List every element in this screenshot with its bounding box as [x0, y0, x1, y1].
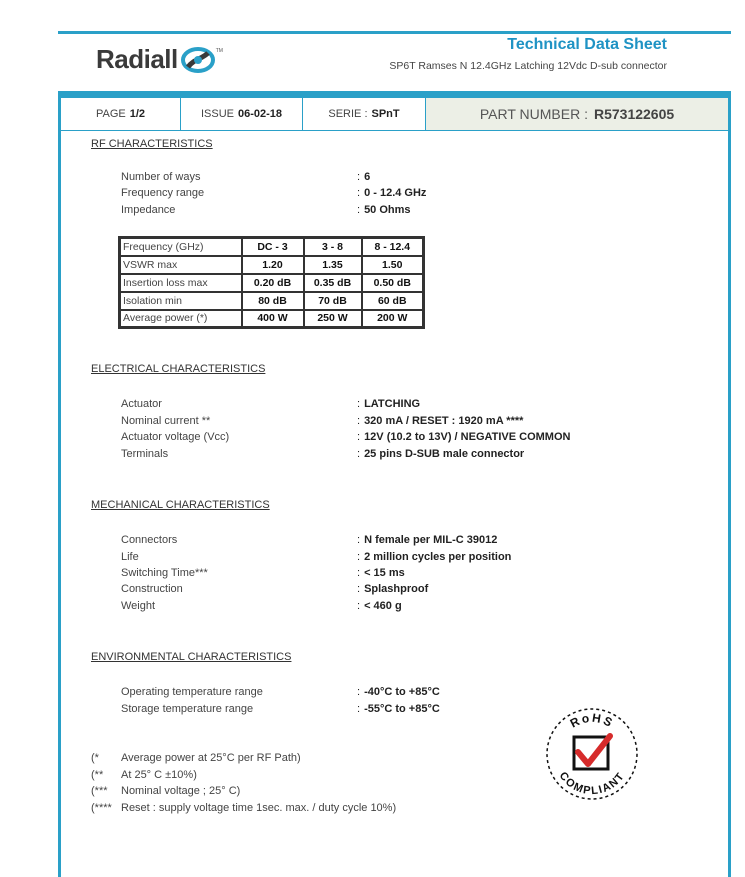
footnote-mark: (** [91, 769, 104, 781]
table-cell: 70 dB [304, 292, 362, 310]
spec-value: 2 million cycles per position [364, 551, 512, 563]
electrical-section-title: ELECTRICAL CHARACTERISTICS [91, 363, 266, 375]
spec-row: Switching Time*** : < 15 ms [121, 567, 405, 579]
page-label: PAGE [95, 108, 126, 120]
serie-label: SERIE : [328, 108, 368, 120]
serie-value: SPnT [371, 108, 400, 120]
spec-value: < 15 ms [364, 567, 405, 579]
spec-value: N female per MIL-C 39012 [364, 534, 498, 546]
issue-cell [181, 98, 303, 130]
spec-value: 50 Ohms [364, 204, 411, 216]
spec-row: Life : 2 million cycles per position [121, 551, 512, 563]
page-value: 1/2 [129, 108, 146, 120]
table-header-cell: Frequency (GHz) [120, 238, 242, 256]
spec-value: 320 mA / RESET : 1920 mA **** [364, 415, 524, 427]
table-cell: 1.50 [362, 256, 424, 274]
footnote-mark: (*** [91, 785, 108, 797]
svg-text:COMPLIANT [557, 770, 628, 797]
table-header-row [120, 238, 424, 256]
table-row [120, 256, 424, 274]
spec-value: -55°C to +85°C [364, 703, 440, 715]
table-row [120, 274, 424, 292]
footnote [91, 752, 491, 768]
table-cell: 400 W [242, 310, 304, 328]
table-row-label: VSWR max [120, 256, 242, 274]
spec-value: LATCHING [364, 398, 421, 410]
table-cell: 0.35 dB [304, 274, 362, 292]
part-number-cell [426, 98, 728, 130]
serie-cell [303, 98, 426, 130]
table-row [120, 292, 424, 310]
spec-value: Splashproof [364, 583, 429, 595]
logo-text: Radiall [96, 44, 178, 74]
footnote-text: At 25° C ±10%) [121, 769, 197, 781]
part-number-value: R573122605 [593, 106, 675, 122]
radiall-logo-icon [180, 45, 216, 75]
info-bar [61, 98, 728, 131]
footnote-text: Reset : supply voltage time 1sec. max. / duty cycle 10%) [121, 802, 397, 814]
table-row-label: Isolation min [120, 292, 242, 310]
rohs-compliant-icon [544, 706, 640, 802]
footnote [91, 785, 491, 801]
rohs-top-text: RoHS [567, 710, 617, 731]
svg-text:RoHS [568, 711, 616, 731]
document-title: Technical Data Sheet [507, 36, 667, 53]
footnote [91, 802, 491, 818]
spec-label: Actuator voltage (Vcc) [121, 431, 230, 443]
spec-value: 6 [364, 171, 371, 183]
spec-label: Life [121, 551, 139, 563]
table-cell: 0.50 dB [362, 274, 424, 292]
footnote-text: Nominal voltage ; 25° C) [121, 785, 241, 797]
spec-row: Storage temperature range : -55°C to +85°C [121, 703, 440, 715]
table-header-cell: 3 - 8 [304, 238, 362, 256]
spec-row: Connectors : N female per MIL-C 39012 [121, 534, 498, 546]
table-row [120, 310, 424, 328]
table-cell: 250 W [304, 310, 362, 328]
spec-row: Terminals : 25 pins D-SUB male connector [121, 448, 525, 460]
issue-label: ISSUE [200, 108, 234, 120]
spec-row: Frequency range : 0 - 12.4 GHz [121, 187, 427, 199]
spec-label: Actuator [121, 398, 162, 410]
document-subtitle: SP6T Ramses N 12.4GHz Latching 12Vdc D-sub connector [389, 60, 667, 72]
spec-label: Connectors [121, 534, 178, 546]
radiall-logo: Radiall TM [96, 44, 223, 74]
table-row-label: Insertion loss max [120, 274, 242, 292]
spec-value: 12V (10.2 to 13V) / NEGATIVE COMMON [364, 431, 571, 443]
spec-label: Frequency range [121, 187, 205, 199]
spec-row: Actuator voltage (Vcc) : 12V (10.2 to 13V) / NEGATIVE COMMON [121, 431, 571, 443]
table-cell: 1.20 [242, 256, 304, 274]
spec-value: 25 pins D-SUB male connector [364, 448, 525, 460]
footnote [91, 769, 491, 785]
spec-row: Impedance : 50 Ohms [121, 204, 411, 216]
table-cell: 1.35 [304, 256, 362, 274]
table-cell: 60 dB [362, 292, 424, 310]
spec-row: Number of ways : 6 [121, 171, 371, 183]
spec-label: Terminals [121, 448, 169, 460]
issue-value: 06-02-18 [237, 108, 283, 120]
spec-row: Operating temperature range : -40°C to +85°C [121, 686, 440, 698]
table-cell: 200 W [362, 310, 424, 328]
table-cell: 0.20 dB [242, 274, 304, 292]
footnote-mark: (**** [91, 802, 112, 814]
spec-label: Weight [121, 600, 156, 612]
spec-label: Construction [121, 583, 183, 595]
mechanical-section-title: MECHANICAL CHARACTERISTICS [91, 499, 270, 511]
spec-row: Actuator : LATCHING [121, 398, 421, 410]
spec-label: Storage temperature range [121, 703, 254, 715]
rohs-bottom-text: COMPLIANT [556, 769, 628, 798]
page-cell [61, 98, 181, 130]
table-header-cell: DC - 3 [242, 238, 304, 256]
table-header-cell: 8 - 12.4 [362, 238, 424, 256]
header-rule [58, 31, 731, 34]
spec-row: Weight : < 460 g [121, 600, 402, 612]
spec-row: Nominal current ** : 320 mA / RESET : 1920 mA **** [121, 415, 524, 427]
rf-performance-table [118, 236, 425, 329]
part-number-label: PART NUMBER : [479, 106, 588, 122]
spec-label: Operating temperature range [121, 686, 263, 698]
table-cell: 80 dB [242, 292, 304, 310]
spec-value: -40°C to +85°C [364, 686, 440, 698]
footnote-mark: (* [91, 752, 99, 764]
environmental-section-title: ENVIRONMENTAL CHARACTERISTICS [91, 651, 292, 663]
spec-row: Construction : Splashproof [121, 583, 429, 595]
table-row-label: Average power (*) [120, 310, 242, 328]
footnote-text: Average power at 25°C per RF Path) [121, 752, 301, 764]
spec-value: 0 - 12.4 GHz [364, 187, 427, 199]
spec-label: Impedance [121, 204, 176, 216]
spec-value: < 460 g [364, 600, 402, 612]
spec-label: Number of ways [121, 171, 201, 183]
spec-label: Nominal current ** [121, 415, 211, 427]
rf-section-title: RF CHARACTERISTICS [91, 138, 213, 150]
spec-label: Switching Time*** [121, 567, 208, 579]
